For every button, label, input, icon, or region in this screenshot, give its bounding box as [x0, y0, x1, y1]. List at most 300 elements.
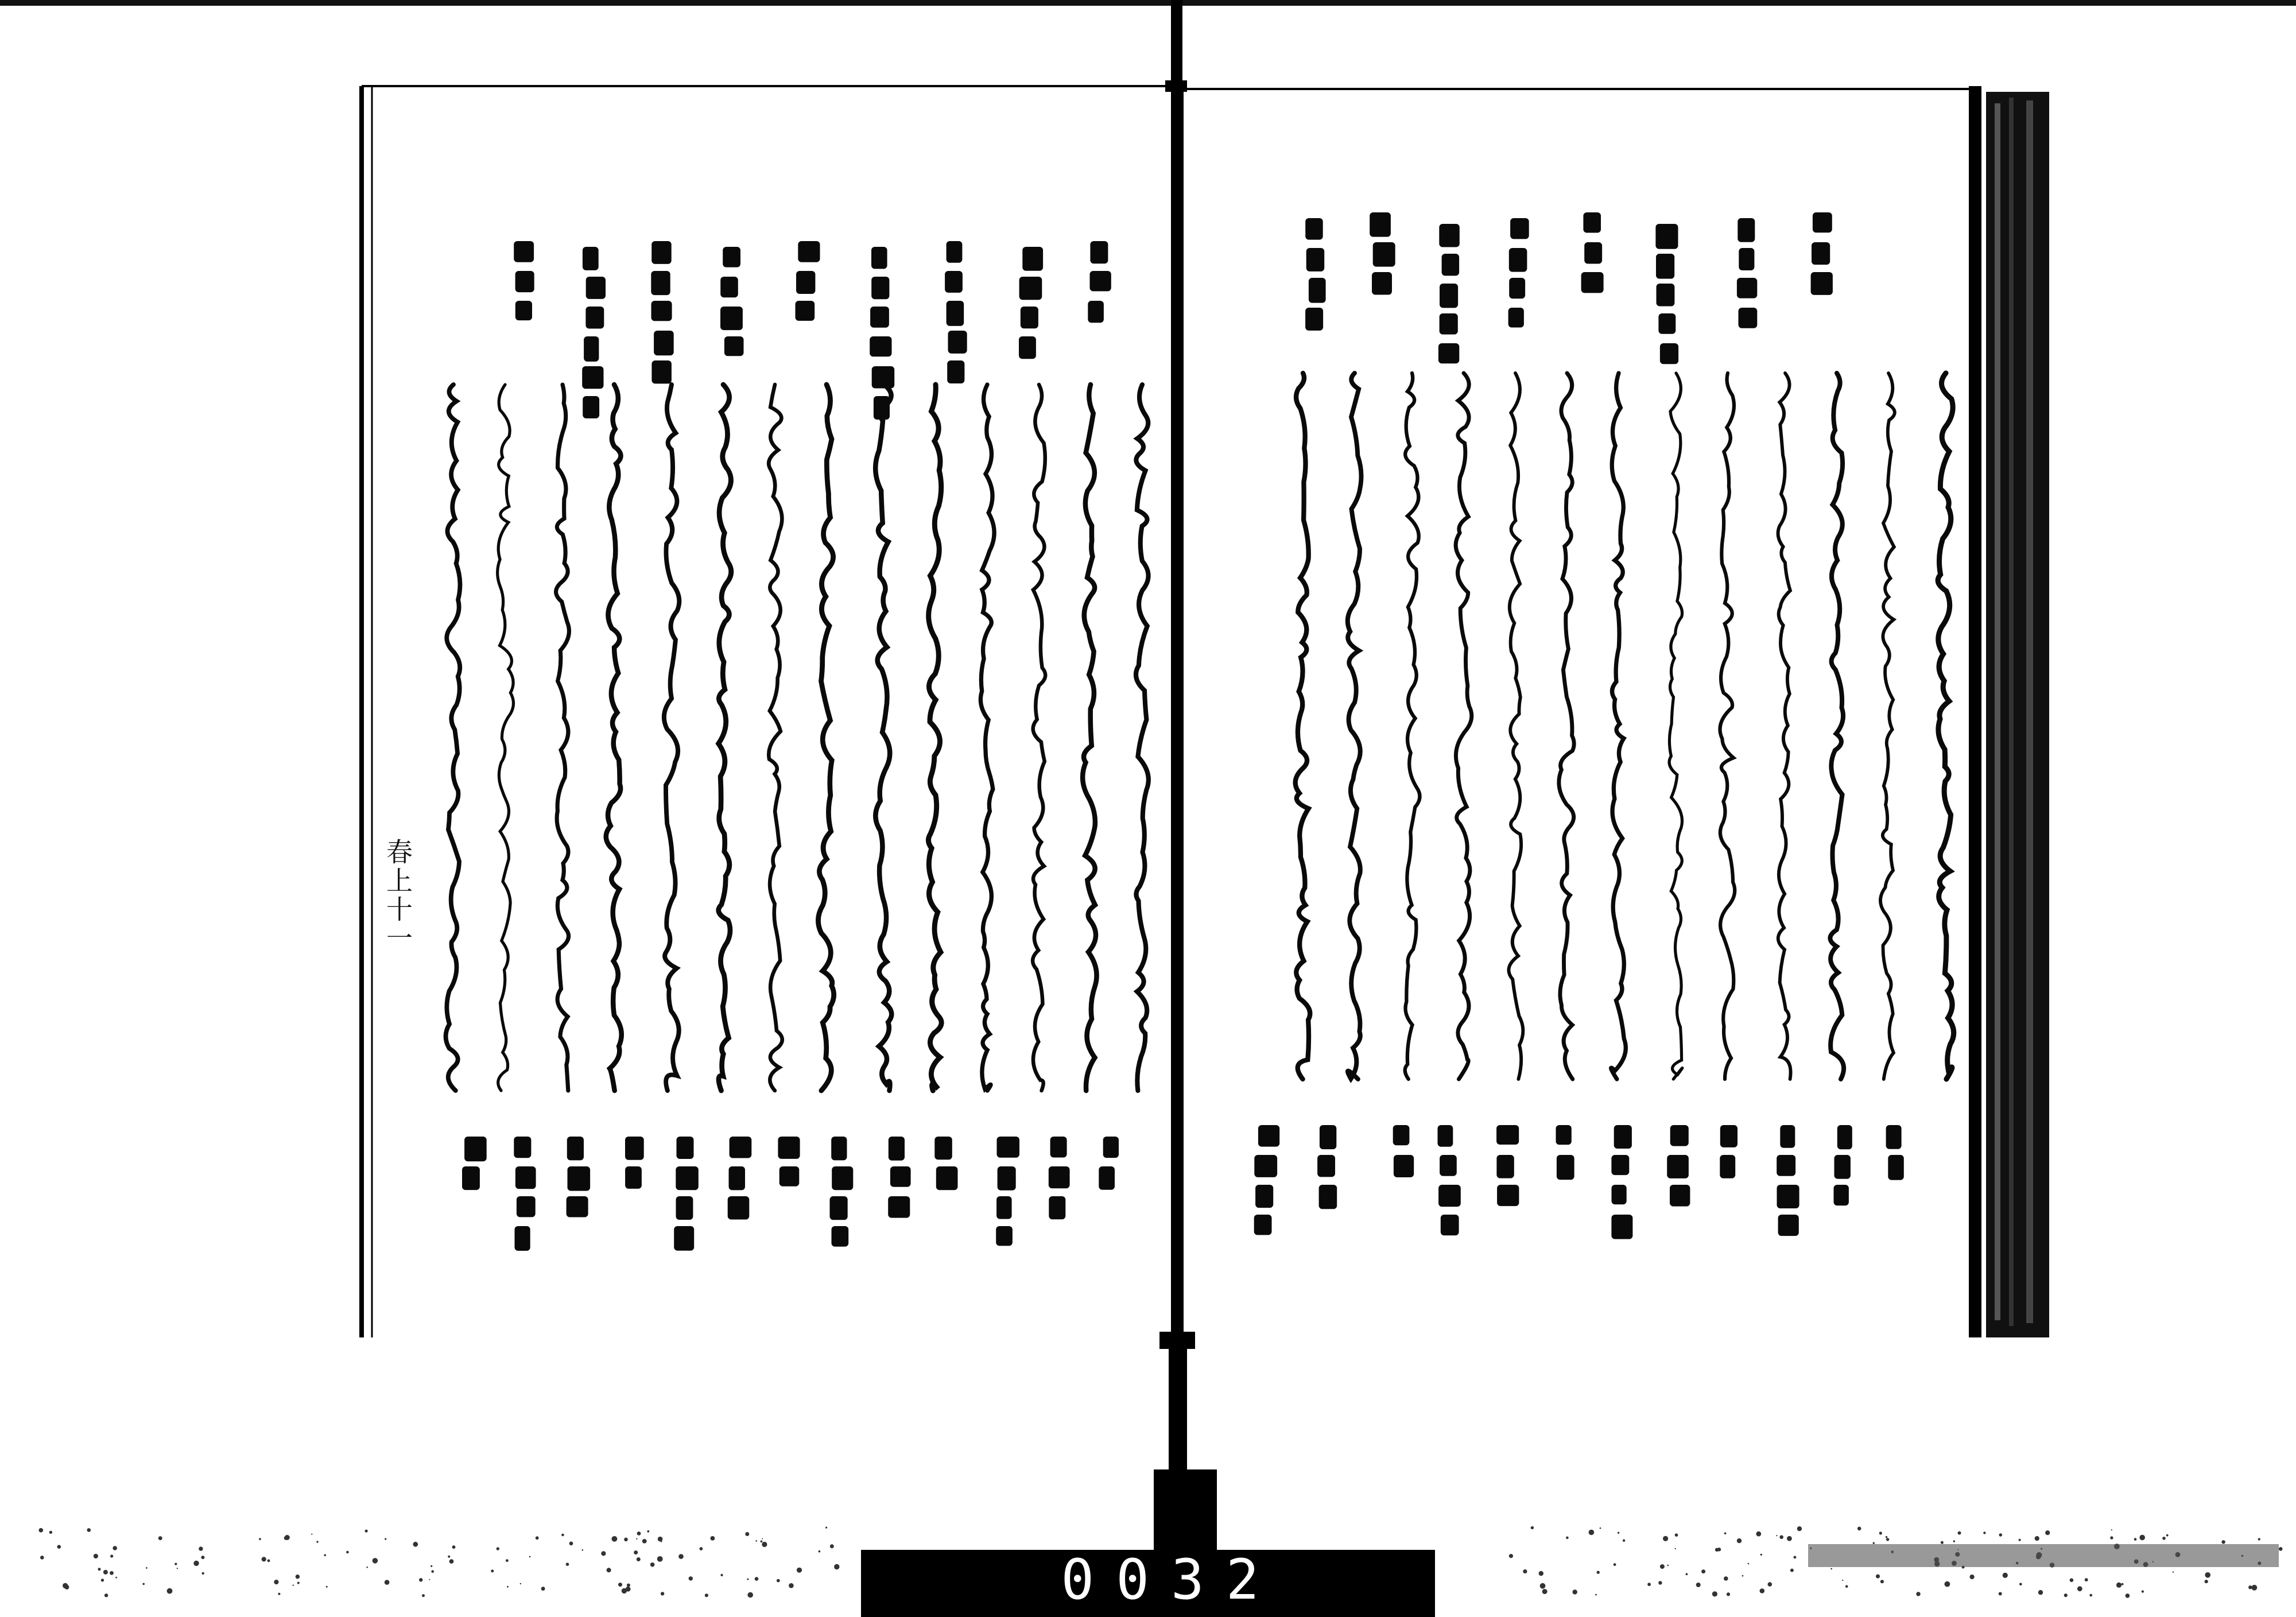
scan-noise-speck — [2116, 1583, 2122, 1588]
scan-noise-speck — [1779, 1535, 1783, 1540]
author-note-glyph — [515, 1226, 530, 1251]
heading-glyph — [947, 241, 963, 263]
scan-noise-speck — [819, 1550, 821, 1553]
scan-noise-speck — [2166, 1534, 2169, 1537]
text-column — [719, 385, 731, 1091]
author-note-glyph — [729, 1166, 746, 1190]
scan-noise-speck — [642, 1539, 647, 1544]
scan-noise-speck — [1842, 1580, 1843, 1581]
text-column — [1405, 373, 1420, 1079]
author-note-glyph — [625, 1137, 644, 1160]
scan-noise-speck — [94, 1554, 98, 1558]
scan-noise-speck — [2205, 1572, 2210, 1578]
heading-glyph — [1658, 313, 1676, 334]
scan-noise-speck — [1790, 1569, 1794, 1572]
text-column — [664, 385, 679, 1091]
scan-noise-speck — [297, 1582, 300, 1584]
scan-noise-speck — [452, 1545, 456, 1549]
scan-noise-speck — [177, 1568, 178, 1569]
author-note-glyph — [1670, 1185, 1690, 1207]
scan-noise-speck — [431, 1570, 434, 1573]
scan-noise-speck — [98, 1568, 101, 1571]
heading-glyph — [1657, 284, 1675, 307]
scan-noise-speck — [262, 1557, 266, 1561]
scan-noise-speck — [566, 1562, 569, 1566]
author-note-glyph — [1050, 1137, 1067, 1158]
scan-noise-speck — [39, 1528, 44, 1533]
scan-noise-speck — [2126, 1593, 2130, 1598]
heading-glyph — [1583, 212, 1601, 233]
heading-glyph — [945, 271, 963, 293]
heading-glyph — [1309, 278, 1326, 303]
heading-glyph — [1440, 313, 1458, 335]
scan-noise-speck — [2279, 1547, 2283, 1551]
scan-noise-speck — [110, 1554, 113, 1557]
scan-noise-speck — [1916, 1592, 1920, 1596]
heading-glyph — [1509, 278, 1525, 298]
scan-noise-speck — [755, 1540, 757, 1542]
scan-noise-speck — [115, 1577, 117, 1579]
scan-noise-speck — [1600, 1527, 1601, 1529]
scan-noise-speck — [2139, 1535, 2145, 1541]
heading-glyph — [1811, 272, 1833, 295]
heading-glyph — [1737, 278, 1757, 298]
author-note-glyph — [1557, 1155, 1574, 1180]
scan-noise-speck — [1830, 1568, 1832, 1570]
text-column — [556, 385, 569, 1091]
scan-noise-speck — [430, 1565, 432, 1567]
heading-glyph — [584, 336, 599, 362]
scan-noise-speck — [1667, 1565, 1669, 1566]
text-column — [1136, 385, 1149, 1091]
scan-noise-speck — [2142, 1591, 2144, 1593]
scan-noise-speck — [1760, 1588, 1765, 1593]
author-note-glyph — [676, 1196, 693, 1220]
scan-noise-speck — [762, 1542, 767, 1547]
author-note-glyph — [934, 1137, 952, 1160]
heading-glyph — [1739, 248, 1754, 270]
scan-noise-speck — [1941, 1541, 1944, 1544]
scan-noise-speck — [830, 1544, 834, 1548]
heading-glyph — [583, 396, 599, 418]
scan-noise-speck — [747, 1579, 748, 1580]
scan-noise-speck — [1724, 1576, 1728, 1581]
scan-noise-speck — [104, 1593, 108, 1597]
scan-noise-speck — [1539, 1571, 1543, 1576]
author-note-glyph — [996, 1196, 1012, 1219]
heading-glyph — [1655, 224, 1678, 249]
text-column — [1830, 373, 1844, 1079]
scan-noise-speck — [40, 1556, 44, 1560]
scan-noise-speck — [789, 1583, 794, 1588]
scan-noise-speck — [2064, 1593, 2068, 1597]
scan-noise-speck — [1794, 1556, 1797, 1559]
scan-noise-speck — [536, 1536, 539, 1540]
heading-glyph — [1584, 242, 1602, 264]
scan-noise-speck — [2045, 1530, 2050, 1535]
scan-noise-speck — [311, 1534, 312, 1535]
scan-noise-speck — [158, 1536, 162, 1540]
scan-noise-speck — [174, 1563, 177, 1565]
text-column — [1456, 373, 1472, 1079]
text-column — [980, 385, 994, 1091]
scan-noise-speck — [1595, 1594, 1597, 1596]
scan-noise-speck — [1660, 1564, 1665, 1569]
author-note-glyph — [567, 1137, 584, 1160]
scan-noise-speck — [834, 1564, 839, 1569]
scan-noise-speck — [1589, 1530, 1595, 1535]
scan-noise-speck — [1675, 1533, 1678, 1537]
scan-noise-speck — [661, 1592, 664, 1595]
author-note-glyph — [674, 1226, 694, 1251]
scan-noise-speck — [491, 1569, 494, 1572]
author-note-glyph — [1556, 1125, 1572, 1145]
scan-noise-speck — [202, 1572, 204, 1575]
author-note-glyph — [1320, 1125, 1336, 1149]
right-page-author-notes — [1254, 1125, 1904, 1239]
heading-glyph — [947, 360, 964, 383]
scan-noise-speck — [1999, 1592, 2002, 1596]
scan-noise-speck — [1760, 1554, 1762, 1556]
text-column — [1778, 373, 1791, 1079]
scan-noise-speck — [777, 1579, 780, 1583]
scan-noise-speck — [346, 1551, 349, 1554]
scan-noise-speck — [1701, 1569, 1705, 1573]
heading-glyph — [796, 301, 815, 321]
scan-noise-speck — [2110, 1536, 2113, 1539]
scan-noise-speck — [193, 1561, 199, 1566]
text-column — [875, 385, 891, 1091]
heading-glyph — [1509, 248, 1527, 272]
scan-noise-speck — [700, 1547, 703, 1550]
scan-noise-speck — [1768, 1582, 1773, 1587]
heading-glyph — [1021, 307, 1038, 328]
scan-noise-speck — [711, 1536, 715, 1541]
scan-noise-speck — [142, 1583, 145, 1585]
heading-glyph — [720, 307, 743, 330]
heading-glyph — [948, 331, 967, 354]
author-note-glyph — [1440, 1155, 1457, 1176]
scan-noise-speck — [1724, 1533, 1727, 1535]
scan-noise-speck — [2019, 1583, 2022, 1586]
scan-noise-speck — [825, 1527, 827, 1529]
scan-noise-speck — [1675, 1548, 1676, 1549]
scan-noise-speck — [365, 1530, 368, 1533]
scan-noise-speck — [2134, 1538, 2137, 1541]
scan-noise-speck — [636, 1538, 637, 1540]
scan-noise-speck — [1712, 1591, 1717, 1596]
author-note-glyph — [778, 1137, 800, 1159]
author-note-glyph — [1667, 1155, 1689, 1178]
author-note-glyph — [1778, 1215, 1799, 1236]
heading-glyph — [796, 271, 815, 294]
text-column — [1669, 373, 1682, 1079]
scan-noise-speck — [2111, 1529, 2112, 1530]
heading-glyph — [870, 336, 891, 356]
scan-noise-speck — [103, 1570, 108, 1575]
scan-noise-speck — [1597, 1571, 1600, 1574]
author-note-glyph — [888, 1196, 910, 1218]
scan-noise-speck — [2070, 1579, 2074, 1583]
heading-glyph — [1373, 242, 1395, 267]
author-note-glyph — [625, 1166, 642, 1189]
text-column — [1559, 373, 1574, 1079]
heading-glyph — [1812, 242, 1830, 265]
scan-noise-speck — [2221, 1540, 2225, 1544]
scan-noise-speck — [2077, 1586, 2082, 1591]
author-note-glyph — [832, 1166, 853, 1190]
scan-noise-speck — [1542, 1589, 1548, 1594]
author-note-glyph — [1720, 1155, 1735, 1178]
author-note-glyph — [514, 1137, 531, 1158]
scan-noise-speck — [2173, 1572, 2174, 1573]
scan-noise-speck — [259, 1538, 261, 1540]
heading-glyph — [1305, 218, 1323, 240]
heading-glyph — [1088, 301, 1104, 323]
heading-glyph — [1019, 277, 1042, 300]
author-note-glyph — [676, 1166, 699, 1190]
scan-noise-speck — [506, 1559, 509, 1562]
scan-noise-speck — [267, 1560, 270, 1562]
heading-glyph — [724, 336, 744, 356]
author-note-glyph — [567, 1196, 588, 1217]
scan-noise-speck — [274, 1580, 278, 1584]
scan-noise-speck — [449, 1559, 454, 1564]
text-column — [1348, 373, 1362, 1079]
scan-noise-speck — [622, 1588, 627, 1593]
scan-noise-speck — [755, 1577, 759, 1581]
author-note-glyph — [462, 1166, 480, 1190]
scan-noise-speck — [658, 1537, 663, 1542]
heading-glyph — [582, 366, 603, 389]
scan-noise-speck — [1880, 1580, 1884, 1583]
scan-noise-speck — [1742, 1575, 1744, 1577]
author-note-glyph — [779, 1166, 800, 1186]
author-note-glyph — [831, 1137, 847, 1160]
scan-noise-speck — [419, 1578, 422, 1581]
heading-glyph — [947, 301, 964, 326]
heading-glyph — [651, 271, 670, 295]
scan-noise-speck — [497, 1547, 499, 1550]
author-note-glyph — [890, 1166, 911, 1187]
heading-glyph — [1442, 254, 1460, 276]
author-note-glyph — [936, 1166, 958, 1190]
scan-noise-speck — [284, 1536, 288, 1540]
scan-noise-speck — [1573, 1589, 1577, 1594]
author-note-glyph — [1497, 1185, 1519, 1206]
heading-glyph — [583, 247, 599, 270]
scan-noise-speck — [601, 1551, 606, 1556]
text-column — [1938, 373, 1954, 1079]
scan-noise-speck — [1614, 1563, 1616, 1566]
heading-glyph — [1813, 212, 1832, 232]
author-note-glyph — [1611, 1215, 1632, 1239]
scan-noise-speck — [448, 1556, 450, 1558]
heading-glyph — [515, 301, 532, 320]
scan-noise-speck — [624, 1538, 628, 1542]
scan-noise-speck — [1873, 1542, 1875, 1544]
scan-noise-speck — [57, 1545, 61, 1549]
scan-noise-speck — [2038, 1590, 2043, 1595]
scan-noise-speck — [1663, 1536, 1668, 1541]
scan-noise-speck — [429, 1579, 430, 1580]
scan-noise-speck — [2122, 1583, 2124, 1585]
heading-glyph — [1019, 336, 1036, 359]
author-note-glyph — [728, 1196, 750, 1220]
author-note-glyph — [1611, 1155, 1629, 1175]
text-column — [1611, 373, 1626, 1079]
scan-noise-speck — [529, 1556, 531, 1558]
left-page-headings — [514, 241, 1111, 420]
scan-noise-speck — [762, 1538, 763, 1540]
scan-noise-speck — [1886, 1538, 1889, 1541]
scan-noise-speck — [1886, 1536, 1887, 1538]
author-note-glyph — [1393, 1125, 1410, 1145]
scan-noise-speck — [1523, 1569, 1527, 1573]
author-note-glyph — [1441, 1215, 1459, 1235]
scan-noise-speck — [1623, 1540, 1625, 1542]
text-column — [1083, 385, 1096, 1091]
film-top-edge — [0, 0, 2296, 6]
author-note-glyph — [515, 1166, 536, 1189]
scan-noise-speck — [1879, 1531, 1882, 1534]
author-note-glyph — [1886, 1125, 1902, 1149]
scan-noise-speck — [1696, 1583, 1701, 1587]
text-column — [1296, 373, 1310, 1079]
page-number-label: 春上十一 — [382, 838, 413, 953]
scan-noise-speck — [561, 1534, 564, 1537]
author-note-glyph — [1049, 1196, 1065, 1219]
scan-noise-speck — [49, 1531, 52, 1534]
scan-noise-speck — [1845, 1585, 1848, 1588]
scan-noise-speck — [1686, 1573, 1688, 1576]
scan-noise-speck — [326, 1586, 328, 1588]
text-column — [928, 385, 941, 1091]
scan-noise-speck — [1756, 1531, 1761, 1537]
heading-glyph — [1306, 248, 1325, 272]
author-note-glyph — [997, 1137, 1020, 1158]
heading-glyph — [1372, 272, 1392, 295]
scan-noise-speck — [627, 1584, 630, 1587]
scan-noise-speck — [618, 1583, 622, 1587]
scan-noise-speck — [1983, 1531, 1985, 1534]
heading-glyph — [1439, 224, 1460, 247]
author-note-glyph — [730, 1137, 752, 1158]
scan-noise-speck — [2003, 1573, 2008, 1578]
author-note-glyph — [1496, 1155, 1514, 1178]
author-note-glyph — [1834, 1185, 1849, 1205]
author-note-glyph — [1099, 1166, 1115, 1190]
scan-noise-speck — [582, 1549, 584, 1551]
heading-glyph — [651, 241, 672, 264]
author-note-glyph — [830, 1196, 848, 1220]
scan-noise-speck — [316, 1541, 318, 1542]
author-note-glyph — [1835, 1155, 1851, 1179]
scan-noise-speck — [113, 1546, 117, 1550]
heading-glyph — [1510, 218, 1529, 239]
scan-noise-speck — [1748, 1563, 1750, 1565]
scan-noise-speck — [2205, 1580, 2208, 1583]
heading-glyph — [651, 301, 672, 321]
scan-noise-speck — [1647, 1583, 1651, 1586]
author-note-glyph — [1319, 1185, 1337, 1209]
author-note-glyph — [1103, 1137, 1119, 1158]
scan-noise-speck — [1540, 1583, 1546, 1589]
scan-noise-speck — [1945, 1581, 1950, 1587]
scan-noise-speck — [2085, 1578, 2088, 1581]
scan-noise-speck — [110, 1571, 114, 1575]
scan-noise-speck — [422, 1594, 425, 1597]
heading-glyph — [871, 277, 889, 299]
scan-noise-speck — [87, 1528, 91, 1532]
scan-noise-speck — [607, 1568, 611, 1572]
text-column — [1720, 373, 1735, 1079]
scan-noise-speck — [385, 1538, 386, 1540]
scan-noise-speck — [637, 1557, 641, 1561]
scan-noise-speck — [541, 1587, 545, 1591]
scan-noise-speck — [650, 1562, 655, 1567]
author-note-glyph — [1614, 1125, 1632, 1149]
heading-glyph — [1090, 271, 1111, 291]
text-column — [446, 385, 460, 1091]
author-note-glyph — [1837, 1125, 1852, 1149]
scan-noise-speck — [101, 1579, 104, 1581]
text-column — [818, 385, 833, 1091]
heading-glyph — [514, 241, 534, 262]
scan-noise-speck — [385, 1580, 390, 1585]
text-column — [769, 385, 782, 1091]
scan-noise-speck — [1876, 1575, 1880, 1579]
heading-glyph — [1739, 308, 1758, 328]
scan-noise-speck — [2252, 1585, 2258, 1591]
author-note-glyph — [1438, 1185, 1461, 1207]
heading-glyph — [720, 277, 738, 297]
heading-glyph — [1581, 272, 1604, 293]
scan-noise-speck — [720, 1574, 723, 1576]
scan-noise-speck — [689, 1576, 693, 1580]
heading-glyph — [586, 277, 606, 299]
scan-noise-speck — [1970, 1575, 1975, 1579]
scan-noise-speck — [1509, 1554, 1513, 1558]
author-note-glyph — [1496, 1125, 1519, 1145]
heading-glyph — [1370, 212, 1391, 237]
text-column — [606, 385, 622, 1091]
heading-glyph — [798, 241, 820, 262]
scan-noise-speck — [1737, 1538, 1742, 1543]
scan-noise-speck — [2162, 1537, 2166, 1540]
scan-noise-speck — [647, 1530, 649, 1533]
left-page-author-notes — [462, 1137, 1119, 1251]
author-note-glyph — [1888, 1155, 1904, 1180]
author-note-glyph — [1777, 1155, 1795, 1176]
heading-glyph — [1656, 254, 1674, 279]
heading-glyph — [1022, 247, 1043, 271]
scan-noise-speck — [747, 1592, 753, 1598]
author-note-glyph — [832, 1226, 849, 1247]
scan-noise-speck — [657, 1556, 663, 1562]
frame-counter: 0032 — [1061, 1548, 1281, 1612]
scan-noise-speck — [278, 1593, 280, 1595]
right-page-text-columns — [1296, 373, 1954, 1079]
scan-noise-speck — [2019, 1539, 2021, 1541]
scan-noise-speck — [167, 1588, 173, 1594]
text-column — [1033, 385, 1045, 1091]
scan-noise-speck — [296, 1575, 300, 1579]
heading-glyph — [1440, 284, 1458, 308]
scan-noise-speck — [1717, 1548, 1721, 1551]
scan-noise-speck — [2089, 1594, 2092, 1597]
scan-noise-speck — [1776, 1535, 1777, 1536]
